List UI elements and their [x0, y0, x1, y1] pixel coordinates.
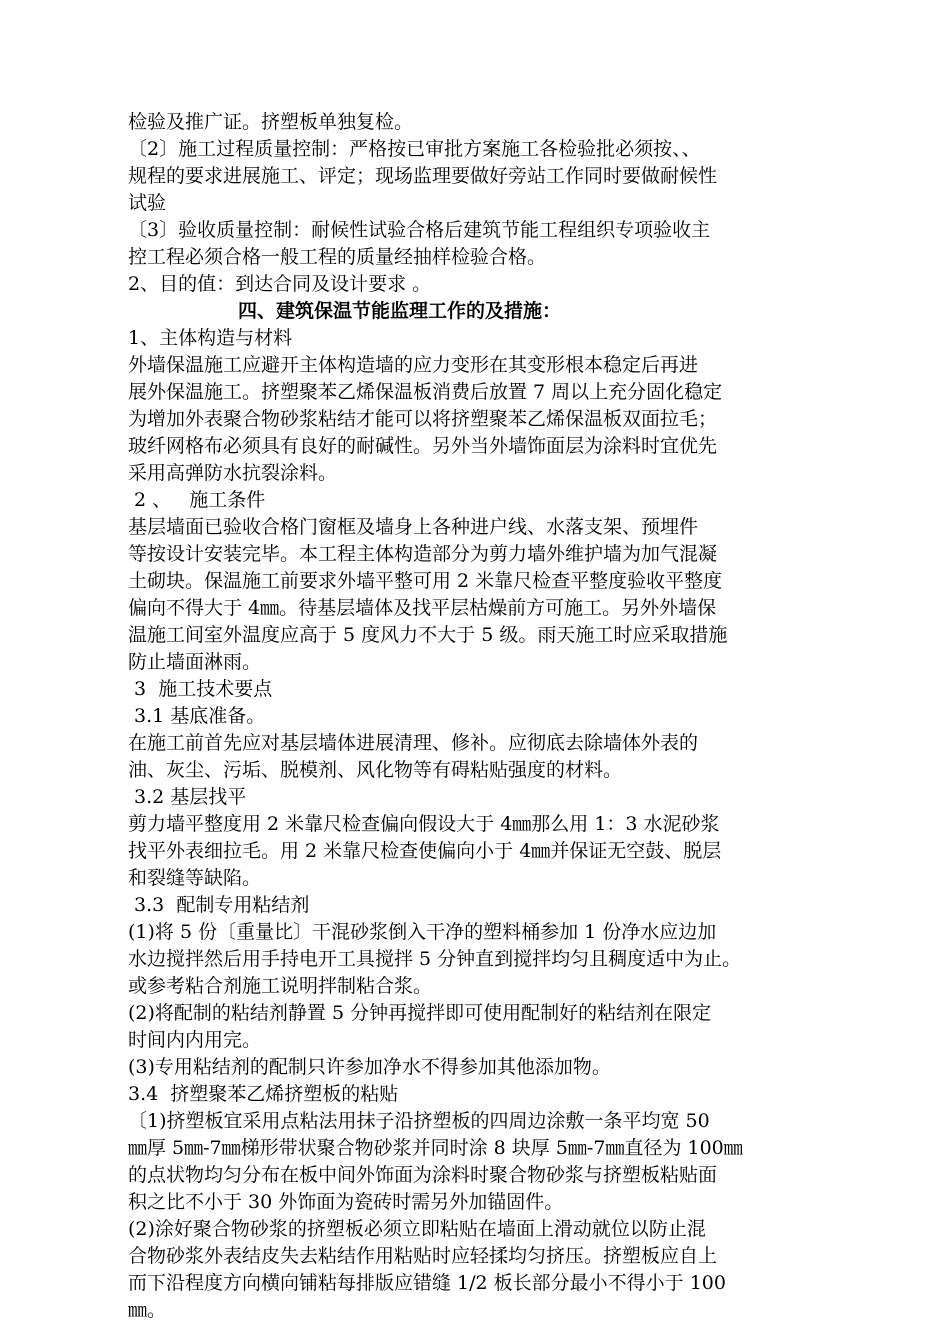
subsection-heading: 3 施工技术要点 — [128, 678, 273, 700]
text-line: 玻纤网格布必须具有良好的耐碱性。另外当外墙饰面层为涂料时宜优先 — [128, 435, 718, 457]
subsection-heading: 3.4 挤塑聚苯乙烯挤塑板的粘贴 — [128, 1083, 399, 1105]
text-line: 而下沿程度方向横向铺粘每排版应错缝 1/2 板长部分最小不得小于 100 — [128, 1272, 726, 1294]
subsection-heading: 3.3 配制专用粘结剂 — [128, 894, 310, 916]
text-line: 展外保温施工。挤塑聚苯乙烯保温板消费后放置 7 周以上充分固化稳定 — [128, 381, 723, 403]
text-line: 和裂缝等缺陷。 — [128, 867, 262, 889]
text-line: 油、灰尘、污垢、脱模剂、风化物等有碍粘贴强度的材料。 — [128, 759, 623, 781]
text-line: 的点状物均匀分布在板中间外饰面为涂料时聚合物砂浆与挤塑板粘贴面 — [128, 1164, 718, 1186]
text-line: ㎜厚 5㎜-7㎜梯形带状聚合物砂浆并同时涂 8 块厚 5㎜-7㎜直径为 100㎜ — [128, 1137, 743, 1159]
text-line: 土砌块。保温施工前要求外墙平整可用 2 米靠尺检查平整度验收平整度 — [128, 570, 723, 592]
text-line: 剪力墙平整度用 2 米靠尺检查偏向假设大于 4㎜那么用 1：3 水泥砂浆 — [128, 813, 720, 835]
text-line: (3)专用粘结剂的配制只许参加净水不得参加其他添加物。 — [128, 1056, 611, 1078]
text-line: 合物砂浆外表结皮失去粘结作用粘贴时应轻揉均匀挤压。挤塑板应自上 — [128, 1245, 718, 1267]
text-line: 等按设计安装完毕。本工程主体构造部分为剪力墙外维护墙为加气混凝 — [128, 543, 718, 565]
subsection-heading: 1、主体构造与材料 — [128, 327, 293, 349]
text-line: 试验 — [128, 192, 167, 214]
subsection-heading: 3.2 基层找平 — [128, 786, 247, 808]
text-line: 防止墙面淋雨。 — [128, 651, 262, 673]
text-line: 规程的要求进展施工、评定；现场监理要做好旁站工作同时要做耐候性 — [128, 165, 718, 187]
text-line: 偏向不得大于 4㎜。待基层墙体及找平层枯燥前方可施工。另外外墙保 — [128, 597, 717, 619]
text-line: 为增加外表聚合物砂浆粘结才能可以将挤塑聚苯乙烯保温板双面拉毛； — [128, 408, 718, 430]
text-line: 时间内内用完。 — [128, 1029, 262, 1051]
text-line: 水边搅拌然后用手持电开工具搅拌 5 分钟直到搅拌均匀且稠度适中为止。 — [128, 948, 742, 970]
text-line: 〔1)挤塑板宜采用点粘法用抹子沿挤塑板的四周边涂敷一条平均宽 50 — [128, 1110, 710, 1132]
section-heading: 四、建筑保温节能监理工作的及措施： — [238, 300, 562, 322]
text-line: 控工程必须合格一般工程的质量经抽样检验合格。 — [128, 246, 547, 268]
text-line: 采用高弹防水抗裂涂料。 — [128, 462, 338, 484]
text-line: 积之比不小于 30 外饰面为瓷砖时需另外加锚固件。 — [128, 1191, 564, 1213]
text-line: (2)涂好聚合物砂浆的挤塑板必须立即粘贴在墙面上滑动就位以防止混 — [128, 1218, 706, 1240]
text-line: 〔2〕施工过程质量控制：严格按已审批方案施工各检验批必须按、、 — [128, 138, 701, 160]
text-line: 在施工前首先应对基层墙体进展清理、修补。应彻底去除墙体外表的 — [128, 732, 699, 754]
text-line: ㎜。 — [128, 1299, 167, 1321]
text-line: 温施工间室外温度应高于 5 度风力不大于 5 级。雨天施工时应采取措施 — [128, 624, 728, 646]
text-line: 或参考粘合剂施工说明拌制粘合浆。 — [128, 975, 433, 997]
text-line: (1)将 5 份〔重量比〕干混砂浆倒入干净的塑料桶参加 1 份净水应边加 — [128, 921, 717, 943]
text-line: 〔3〕验收质量控制：耐候性试验合格后建筑节能工程组织专项验收主 — [128, 219, 711, 241]
text-line: (2)将配制的粘结剂静置 5 分钟再搅拌即可使用配制好的粘结剂在限定 — [128, 1002, 712, 1024]
text-line: 找平外表细拉毛。用 2 米靠尺检查使偏向小于 4㎜并保证无空鼓、脱层 — [128, 840, 722, 862]
text-line: 检验及推广证。挤塑板单独复检。 — [128, 111, 414, 133]
text-line: 基层墙面已验收合格门窗框及墙身上各种进户线、水落支架、预埋件 — [128, 516, 699, 538]
subsection-heading: 3.1 基底准备。 — [128, 705, 266, 727]
subsection-heading: 2 、 施工条件 — [128, 489, 266, 511]
text-line: 2、目的值：到达合同及设计要求 。 — [128, 273, 432, 295]
text-line: 外墙保温施工应避开主体构造墙的应力变形在其变形根本稳定后再进 — [128, 354, 699, 376]
